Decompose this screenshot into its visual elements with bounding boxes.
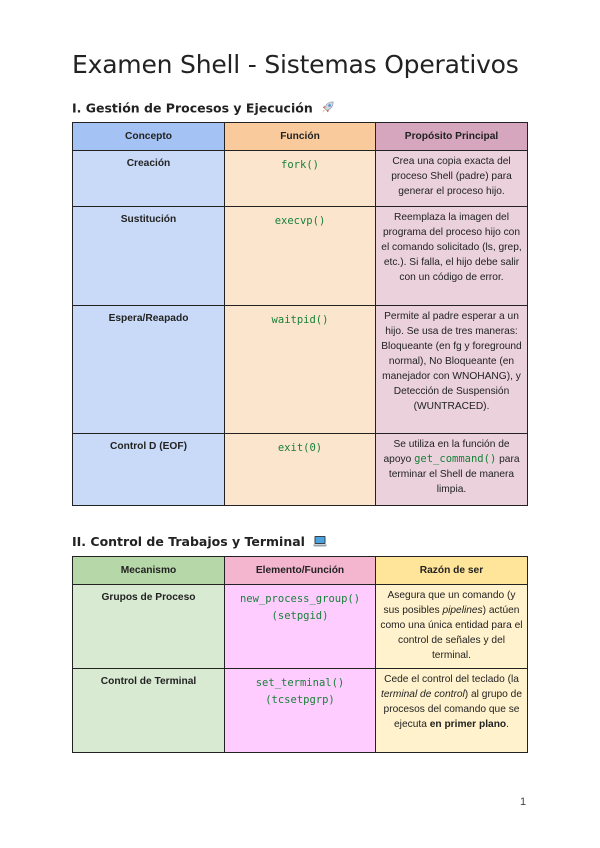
purpose-cell: Permite al padre esperar a un hijo. Se usa de tres maneras: Bloqueante (en fg y foreground normal), No Bloqueante (en manejador con WNOHANG), y Detección de Suspensión (WUNTRACED). <box>376 306 528 434</box>
table-row <box>73 306 528 434</box>
element-cell <box>225 585 376 669</box>
laptop-icon <box>312 534 328 551</box>
reason-emphasis: pipelines <box>442 605 483 616</box>
function-code: exit(0) <box>277 442 323 454</box>
element-code: set_terminal() <box>255 677 345 689</box>
purpose-inline-code: get_command() <box>414 453 497 465</box>
element-cell <box>225 669 376 753</box>
function-code: execvp() <box>274 215 326 227</box>
concept-cell: Control D (EOF) <box>73 434 225 506</box>
section-2-heading-text: II. Control de Trabajos y Terminal <box>72 534 305 549</box>
purpose-cell: Reemplaza la imagen del programa del proceso hijo con el comando solicitado (ls, grep, etc.). Si falla, el hijo debe salir con un código de error. <box>376 207 528 306</box>
mechanism-cell: Control de Terminal <box>73 669 225 753</box>
table-row <box>73 434 528 506</box>
table-header-row <box>73 123 528 151</box>
process-table <box>72 122 528 506</box>
function-cell <box>225 306 376 434</box>
table-header-row <box>73 557 528 585</box>
reason-text: ) al grupo de procesos del comando que se ejecuta <box>383 689 522 730</box>
page-number: 1 <box>520 796 527 808</box>
reason-text: . <box>506 719 509 730</box>
function-cell <box>225 151 376 207</box>
reason-cell <box>376 669 528 753</box>
section-1-heading-text: I. Gestión de Procesos y Ejecución <box>72 100 313 116</box>
reason-text: Cede el control del teclado (la <box>384 674 519 685</box>
function-cell <box>225 207 376 306</box>
reason-emphasis: terminal de control <box>380 689 465 700</box>
function-code: waitpid() <box>271 314 329 326</box>
header-proposito: Propósito Principal <box>376 123 528 151</box>
section-2-heading <box>72 534 328 551</box>
reason-text: ) actúen como una única entidad para el control de señales y del terminal. <box>380 605 523 661</box>
reason-text: Asegura que un comando (y sus posibles <box>383 590 516 616</box>
reason-strong: en primer plano <box>429 719 507 730</box>
concept-cell: Espera/Reapado <box>73 306 225 434</box>
header-funcion: Función <box>225 123 376 151</box>
header-razon: Razón de ser <box>376 557 528 585</box>
element-code: (setpgid) <box>271 610 329 622</box>
purpose-cell: Crea una copia exacta del proceso Shell (padre) para generar el proceso hijo. <box>376 151 528 207</box>
document-title: Examen Shell - Sistemas Operativos <box>72 50 519 79</box>
table-row <box>73 207 528 306</box>
rocket-icon <box>320 100 335 118</box>
purpose-text: Se utiliza en la función de apoyo <box>383 439 510 465</box>
concept-cell: Creación <box>73 151 225 207</box>
element-code: (tcsetpgrp) <box>265 694 335 706</box>
job-control-table <box>72 556 528 753</box>
purpose-text: para terminar el Shell de manera limpia. <box>388 454 520 495</box>
table-row <box>73 151 528 207</box>
table-row <box>73 669 528 753</box>
mechanism-cell: Grupos de Proceso <box>73 585 225 669</box>
header-mecanismo: Mecanismo <box>73 557 225 585</box>
reason-cell <box>376 585 528 669</box>
header-elemento: Elemento/Función <box>225 557 376 585</box>
function-cell <box>225 434 376 506</box>
purpose-cell <box>376 434 528 506</box>
concept-cell: Sustitución <box>73 207 225 306</box>
table-row <box>73 585 528 669</box>
header-concepto: Concepto <box>73 123 225 151</box>
element-code: new_process_group() <box>239 593 361 605</box>
function-code: fork() <box>281 159 319 171</box>
section-1-heading <box>72 100 335 118</box>
